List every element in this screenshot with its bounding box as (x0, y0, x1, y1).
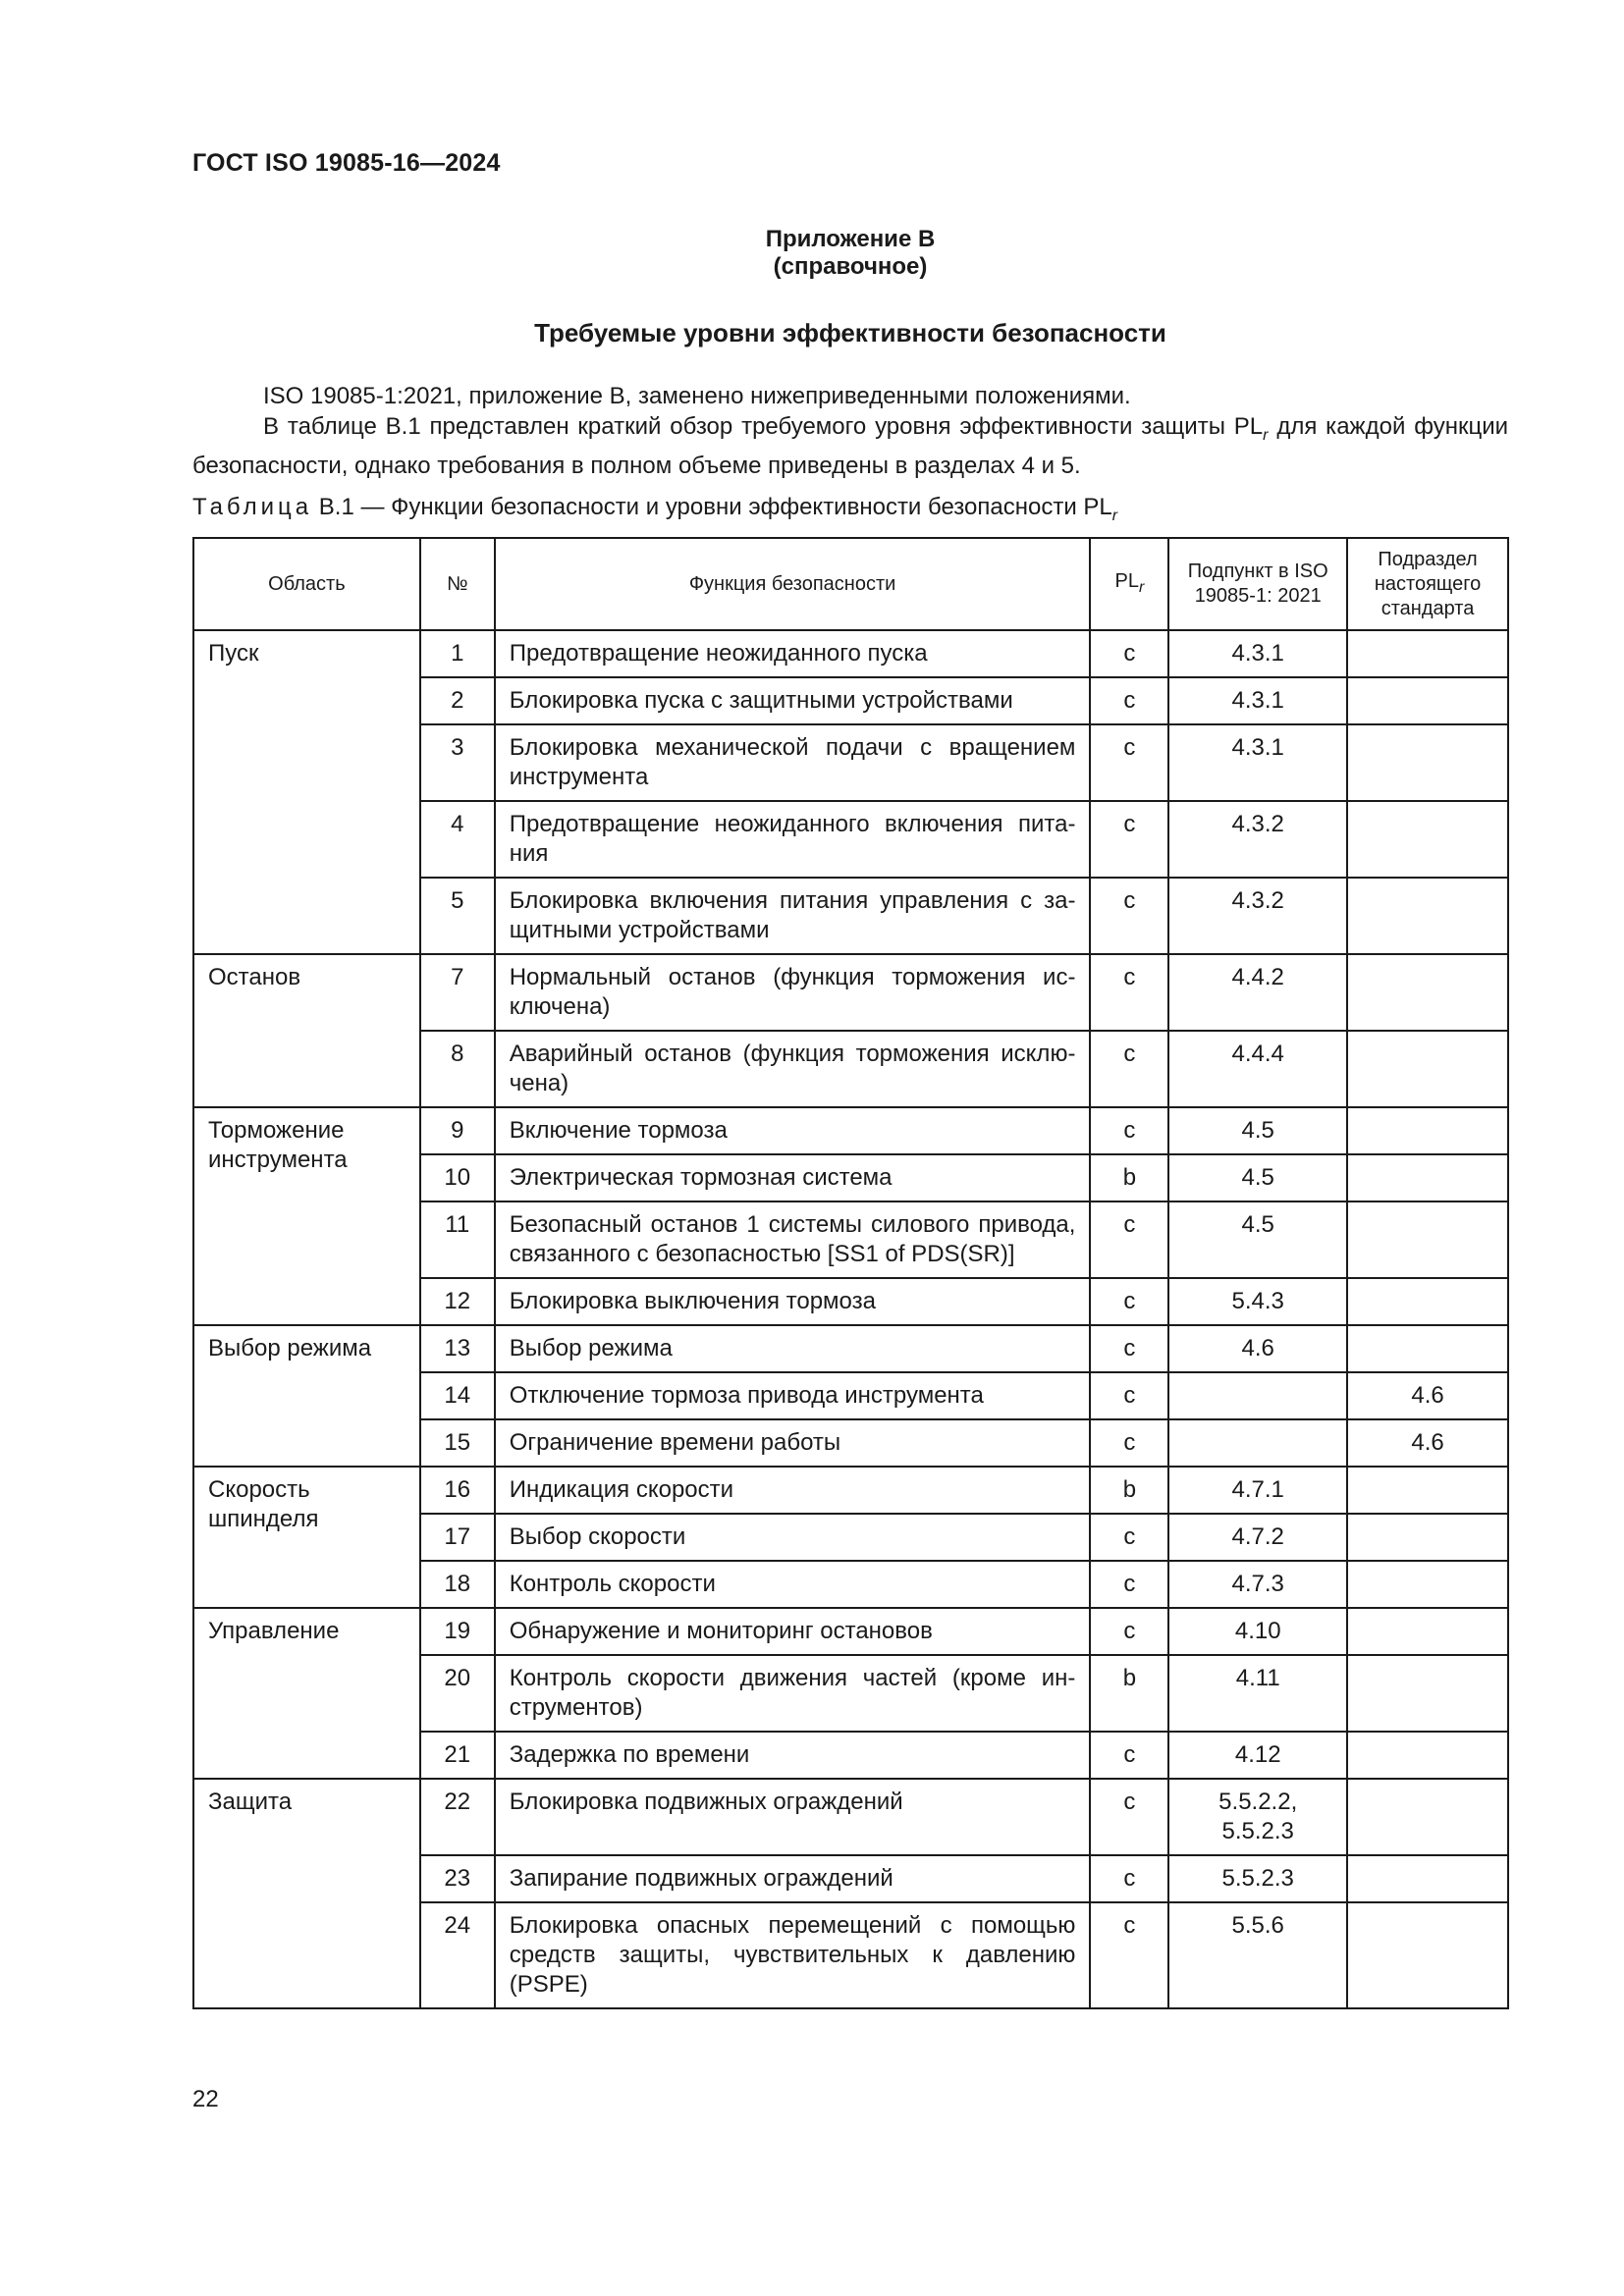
cell-section (1347, 1201, 1508, 1278)
cell-subclause: 4.10 (1168, 1608, 1347, 1655)
cell-pl: c (1090, 1779, 1168, 1855)
cell-subclause: 4.5 (1168, 1201, 1347, 1278)
cell-pl: c (1090, 1419, 1168, 1467)
cell-function: Нормальный останов (функция торможения ис-ключена) (495, 954, 1091, 1031)
subscript-r: r (1263, 426, 1269, 444)
cell-pl: c (1090, 1325, 1168, 1372)
cell-function: Блокировка подвижных ограждений (495, 1779, 1091, 1855)
cell-pl: b (1090, 1154, 1168, 1201)
cell-subclause: 4.7.1 (1168, 1467, 1347, 1514)
table-caption-label: Таблица (192, 494, 313, 520)
cell-number: 4 (420, 801, 495, 878)
cell-subclause: 5.5.2.2, 5.5.2.3 (1168, 1779, 1347, 1855)
cell-section (1347, 954, 1508, 1031)
cell-function: Контроль скорости (495, 1561, 1091, 1608)
cell-section (1347, 1655, 1508, 1732)
cell-pl: c (1090, 1107, 1168, 1154)
cell-area: Скорость шпинделя (193, 1467, 420, 1608)
cell-function: Запирание подвижных ограждений (495, 1855, 1091, 1902)
cell-number: 8 (420, 1031, 495, 1107)
cell-section (1347, 801, 1508, 878)
cell-subclause: 4.4.4 (1168, 1031, 1347, 1107)
cell-number: 19 (420, 1608, 495, 1655)
header-num: № (420, 538, 495, 630)
cell-pl: b (1090, 1467, 1168, 1514)
appendix-title (192, 226, 1508, 281)
paragraph-2-text: В таблице В.1 представлен краткий обзор требуемого уровня эффективности защиты PL (263, 413, 1264, 440)
cell-area: Останов (193, 954, 420, 1107)
cell-function: Блокировка опасных перемещений с помощью средств защиты, чувствительных к давлению (PSPE) (495, 1902, 1091, 2008)
appendix-kind: (справочное) (773, 253, 928, 280)
cell-pl: c (1090, 1372, 1168, 1419)
table-row (193, 1779, 1508, 1855)
cell-pl: c (1090, 1278, 1168, 1325)
cell-number: 18 (420, 1561, 495, 1608)
table-caption-text: В.1 — Функции безопасности и уровни эффективности безопасности PL (312, 494, 1112, 520)
cell-subclause: 5.4.3 (1168, 1278, 1347, 1325)
table-row (193, 954, 1508, 1031)
table-row (193, 1107, 1508, 1154)
cell-number: 7 (420, 954, 495, 1031)
cell-number: 11 (420, 1201, 495, 1278)
cell-number: 23 (420, 1855, 495, 1902)
cell-section (1347, 630, 1508, 677)
cell-subclause: 4.3.2 (1168, 801, 1347, 878)
cell-function: Блокировка механической подачи с вращением инструмента (495, 724, 1091, 801)
cell-pl: c (1090, 630, 1168, 677)
cell-area: Торможение инструмента (193, 1107, 420, 1325)
cell-function: Отключение тормоза привода инструмента (495, 1372, 1091, 1419)
header-section: Подраздел настоящего стандарта (1347, 538, 1508, 630)
cell-subclause: 4.5 (1168, 1107, 1347, 1154)
document-code: ГОСТ ISO 19085-16—2024 (192, 149, 501, 177)
cell-section (1347, 1031, 1508, 1107)
cell-pl: c (1090, 1855, 1168, 1902)
cell-section (1347, 1608, 1508, 1655)
cell-number: 2 (420, 677, 495, 724)
cell-section (1347, 1325, 1508, 1372)
cell-area: Управление (193, 1608, 420, 1779)
cell-number: 5 (420, 878, 495, 954)
cell-function: Включение тормоза (495, 1107, 1091, 1154)
cell-section: 4.6 (1347, 1372, 1508, 1419)
cell-number: 9 (420, 1107, 495, 1154)
cell-subclause: 4.7.2 (1168, 1514, 1347, 1561)
cell-subclause (1168, 1372, 1347, 1419)
cell-function: Задержка по времени (495, 1732, 1091, 1779)
cell-pl: c (1090, 801, 1168, 878)
cell-area: Пуск (193, 630, 420, 954)
cell-pl: c (1090, 954, 1168, 1031)
cell-number: 16 (420, 1467, 495, 1514)
cell-function: Выбор скорости (495, 1514, 1091, 1561)
paragraph-2 (192, 411, 1508, 481)
cell-subclause: 4.6 (1168, 1325, 1347, 1372)
table-row (193, 630, 1508, 677)
cell-function: Контроль скорости движения частей (кроме ин-струментов) (495, 1655, 1091, 1732)
cell-section (1347, 1467, 1508, 1514)
cell-function: Обнаружение и мониторинг остановов (495, 1608, 1091, 1655)
cell-section (1347, 1514, 1508, 1561)
cell-function: Предотвращение неожиданного пуска (495, 630, 1091, 677)
cell-function: Электрическая тормозная система (495, 1154, 1091, 1201)
cell-pl: c (1090, 1201, 1168, 1278)
cell-number: 13 (420, 1325, 495, 1372)
paragraph-2-text-end: для каждой функции безопасности, однако требования в полном объеме приведены в разделах 4 и 5. (192, 413, 1509, 479)
cell-pl: c (1090, 1514, 1168, 1561)
cell-area: Выбор режима (193, 1325, 420, 1467)
cell-section (1347, 1855, 1508, 1902)
cell-subclause: 4.3.1 (1168, 630, 1347, 677)
cell-pl: c (1090, 1732, 1168, 1779)
cell-pl: c (1090, 677, 1168, 724)
cell-pl: c (1090, 878, 1168, 954)
cell-function: Аварийный останов (функция торможения исклю-чена) (495, 1031, 1091, 1107)
cell-pl: c (1090, 1031, 1168, 1107)
header-pl-text: PL (1114, 569, 1139, 592)
section-title: Требуемые уровни эффективности безопасности (534, 318, 1166, 347)
cell-pl: c (1090, 1561, 1168, 1608)
cell-section (1347, 1732, 1508, 1779)
cell-number: 15 (420, 1419, 495, 1467)
cell-subclause: 4.5 (1168, 1154, 1347, 1201)
table-row (193, 1608, 1508, 1655)
cell-subclause: 4.11 (1168, 1655, 1347, 1732)
cell-number: 1 (420, 630, 495, 677)
table-row (193, 1467, 1508, 1514)
cell-subclause: 4.3.1 (1168, 677, 1347, 724)
cell-subclause: 4.7.3 (1168, 1561, 1347, 1608)
header-pl (1090, 538, 1168, 630)
cell-number: 24 (420, 1902, 495, 2008)
cell-section (1347, 1154, 1508, 1201)
header-pl-subscript: r (1138, 578, 1145, 596)
safety-functions-table (192, 537, 1509, 2009)
cell-function: Безопасный останов 1 системы силового привода, связанного с безопасностью [SS1 of PDS(SR)] (495, 1201, 1091, 1278)
cell-number: 21 (420, 1732, 495, 1779)
table-row (193, 1325, 1508, 1372)
table-header-row (193, 538, 1508, 630)
cell-section (1347, 1561, 1508, 1608)
header-function: Функция безопасности (495, 538, 1091, 630)
cell-number: 17 (420, 1514, 495, 1561)
cell-function: Блокировка включения питания управления с за-щитными устройствами (495, 878, 1091, 954)
cell-subclause: 5.5.6 (1168, 1902, 1347, 2008)
cell-section (1347, 1902, 1508, 2008)
cell-subclause: 5.5.2.3 (1168, 1855, 1347, 1902)
cell-section (1347, 677, 1508, 724)
cell-pl: c (1090, 1902, 1168, 2008)
cell-function: Предотвращение неожиданного включения пита-ния (495, 801, 1091, 878)
table-caption-subscript: r (1111, 507, 1118, 524)
cell-section (1347, 878, 1508, 954)
cell-subclause: 4.3.1 (1168, 724, 1347, 801)
cell-section (1347, 1107, 1508, 1154)
cell-number: 12 (420, 1278, 495, 1325)
cell-function: Блокировка пуска с защитными устройствами (495, 677, 1091, 724)
cell-function: Ограничение времени работы (495, 1419, 1091, 1467)
table-caption (192, 494, 1117, 525)
cell-area: Защита (193, 1779, 420, 2008)
header-area: Область (193, 538, 420, 630)
cell-number: 20 (420, 1655, 495, 1732)
cell-subclause (1168, 1419, 1347, 1467)
appendix-label: Приложение В (765, 226, 936, 252)
cell-section (1347, 1278, 1508, 1325)
cell-number: 22 (420, 1779, 495, 1855)
cell-pl: c (1090, 1608, 1168, 1655)
cell-function: Выбор режима (495, 1325, 1091, 1372)
cell-pl: c (1090, 724, 1168, 801)
cell-subclause: 4.3.2 (1168, 878, 1347, 954)
cell-function: Индикация скорости (495, 1467, 1091, 1514)
cell-section (1347, 724, 1508, 801)
cell-section (1347, 1779, 1508, 1855)
cell-number: 14 (420, 1372, 495, 1419)
cell-number: 3 (420, 724, 495, 801)
paragraph-1: ISO 19085-1:2021, приложение B, заменено нижеприведенными положениями. (263, 383, 1131, 409)
page-number: 22 (192, 2086, 219, 2112)
cell-subclause: 4.4.2 (1168, 954, 1347, 1031)
cell-function: Блокировка выключения тормоза (495, 1278, 1091, 1325)
header-subclause: Подпункт в ISO 19085-1: 2021 (1168, 538, 1347, 630)
cell-pl: b (1090, 1655, 1168, 1732)
cell-subclause: 4.12 (1168, 1732, 1347, 1779)
cell-section: 4.6 (1347, 1419, 1508, 1467)
cell-number: 10 (420, 1154, 495, 1201)
